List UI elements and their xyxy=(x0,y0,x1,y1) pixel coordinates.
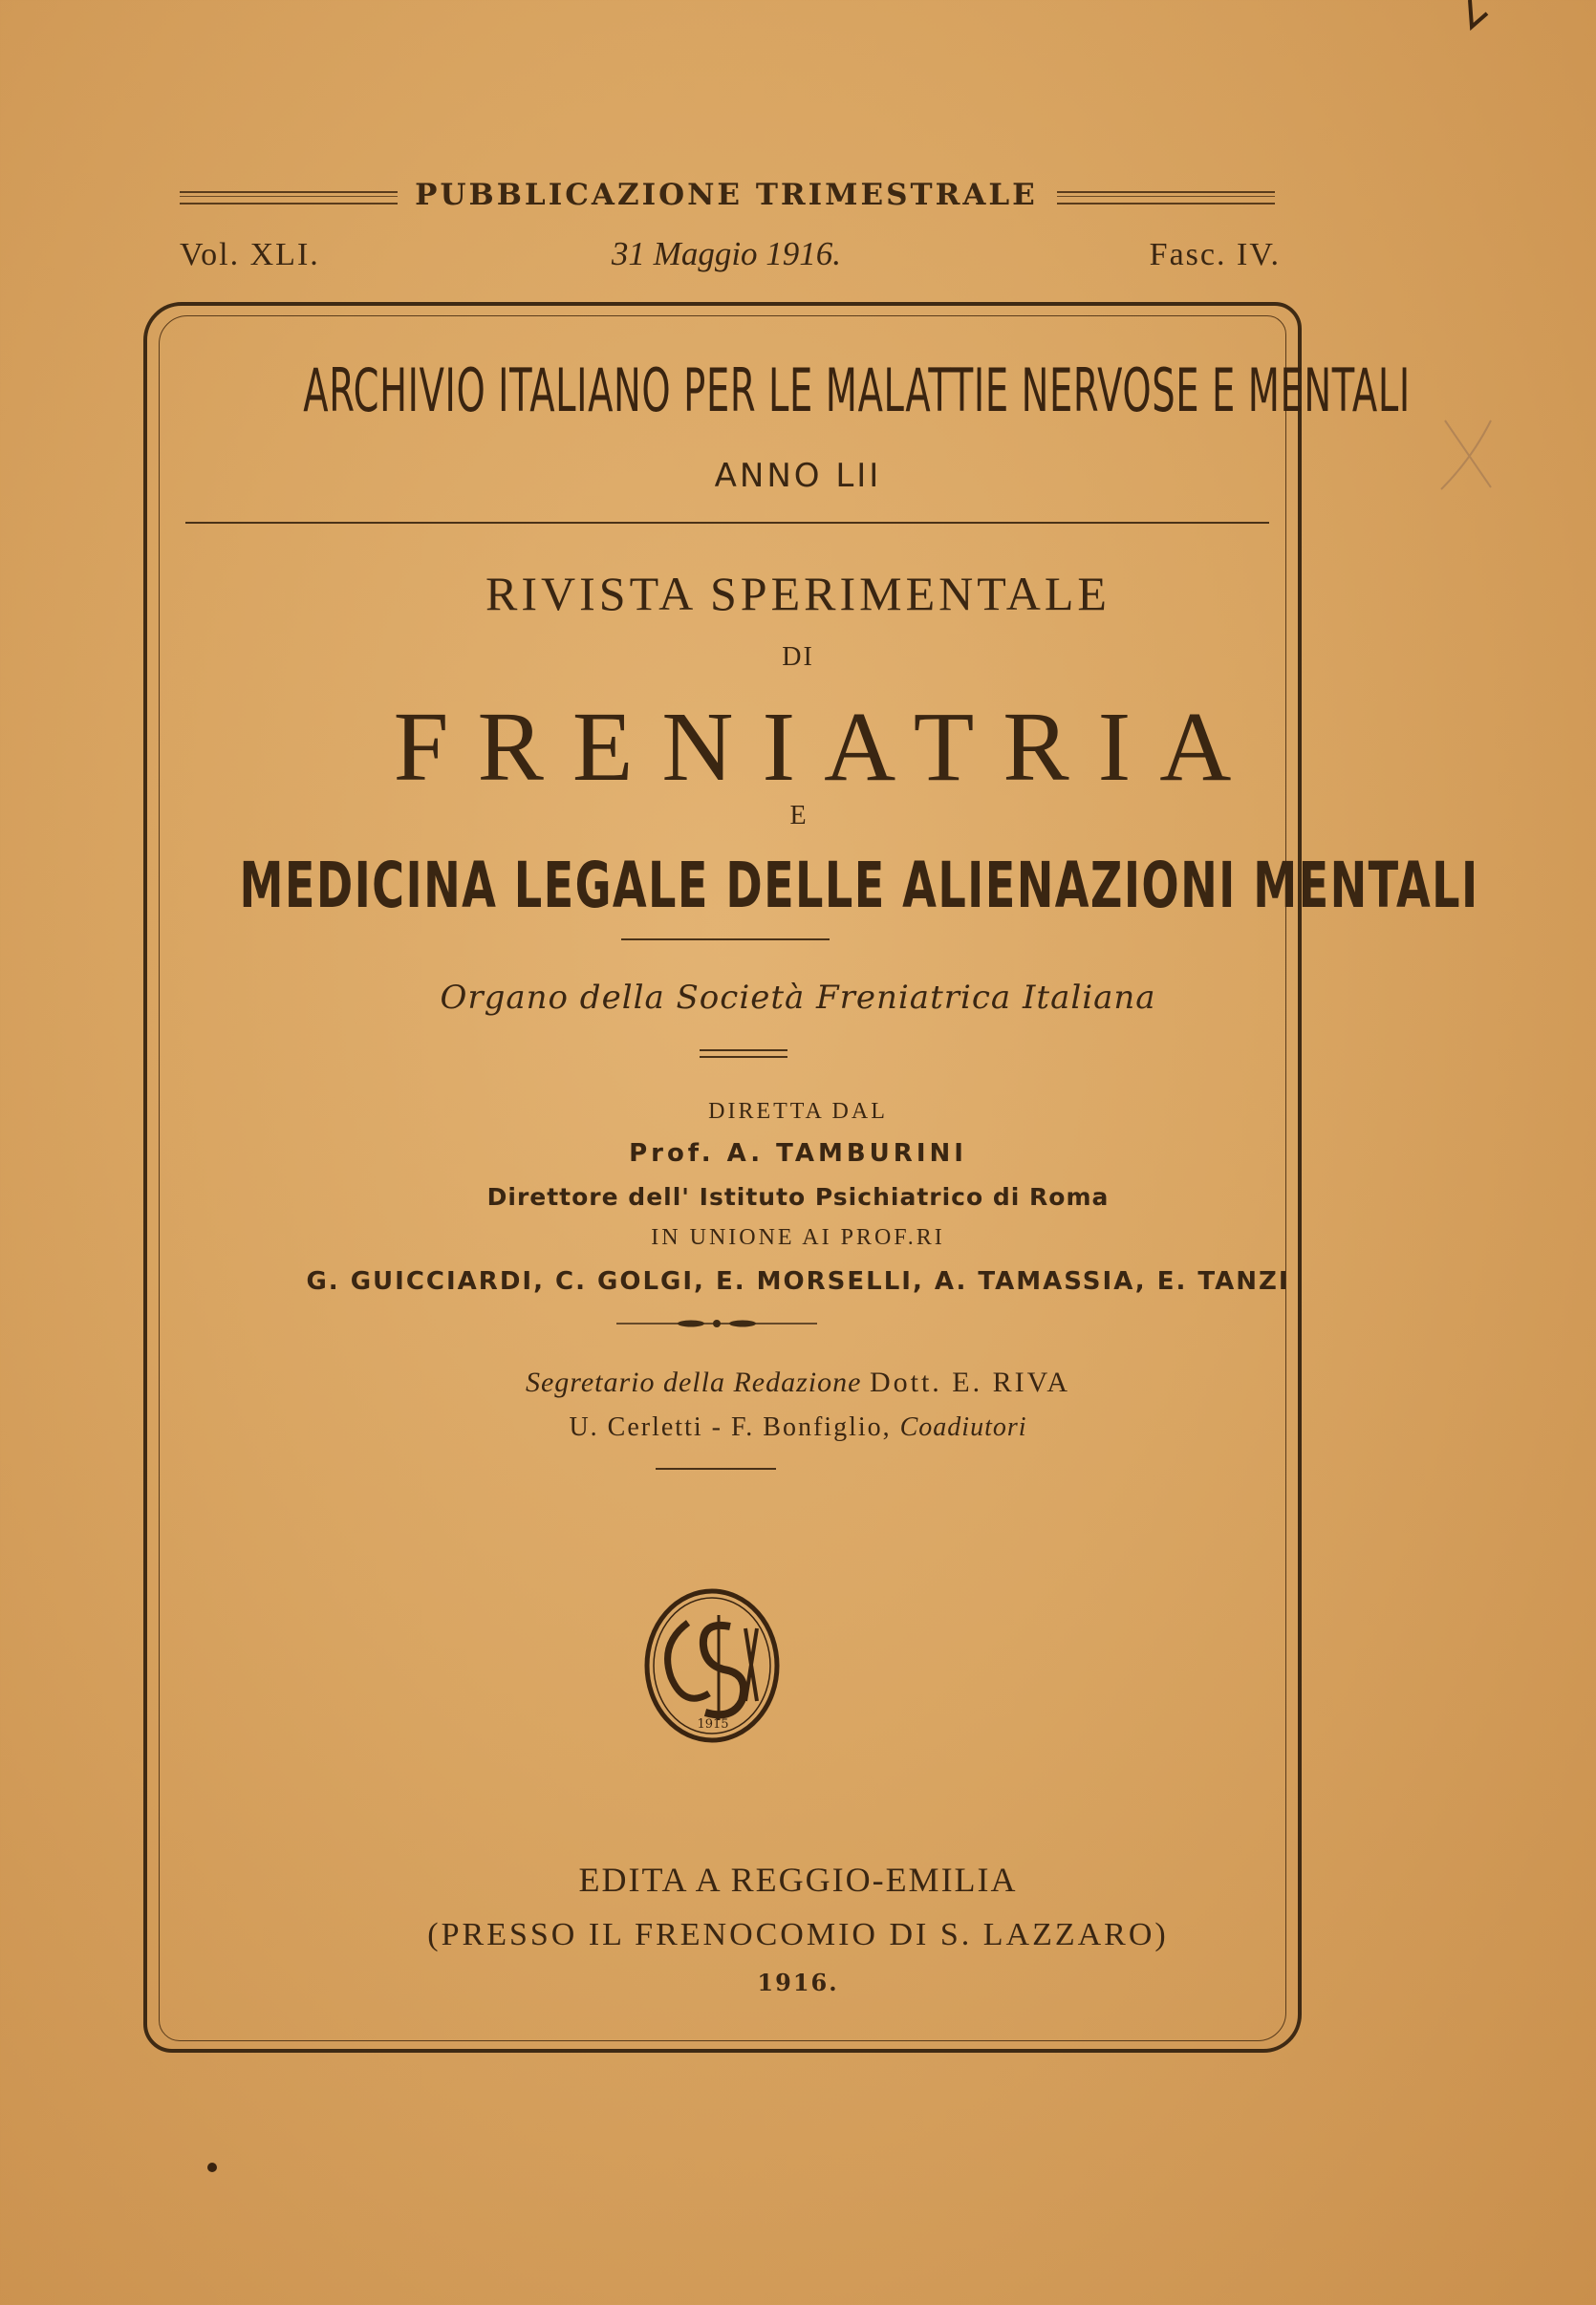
directed-by-label: DIRETTA DAL xyxy=(708,1099,888,1124)
coadjutor-label: Coadiutori xyxy=(899,1412,1027,1442)
editorial-divider xyxy=(656,1468,776,1470)
director-role: Direttore dell' Istituto Psichiatrico di Roma xyxy=(486,1183,1110,1211)
rivista-heading: RIVISTA SPERIMENTALE xyxy=(485,567,1111,620)
secretary-line xyxy=(0,1367,1596,1399)
fascicle-number: Fasc. IV. xyxy=(1149,237,1281,272)
secretary-label: Segretario della Redazione xyxy=(525,1367,862,1398)
subtitle: MEDICINA LEGALE DELLE ALIENAZIONI MENTALI xyxy=(239,849,1479,922)
archive-title: ARCHIVIO ITALIANO PER LE MALATTIE NERVOSE E MENTALI xyxy=(303,355,1411,425)
publication-year: 1916. xyxy=(757,1969,839,1996)
issue-date: 31 Maggio 1916. xyxy=(611,235,842,272)
publisher-institution: (PRESSO IL FRENOCOMIO DI S. LAZZARO) xyxy=(427,1917,1169,1952)
coadjutors-line xyxy=(0,1412,1596,1443)
co-directors: G. GUICCIARDI, C. GOLGI, E. MORSELLI, A. TAMASSIA, E. TANZI xyxy=(306,1267,1290,1296)
di-connector: DI xyxy=(782,642,814,672)
ornament-divider xyxy=(616,1317,817,1330)
header-rule-right xyxy=(1057,191,1275,205)
society-seal-logo xyxy=(642,1586,782,1745)
anno-label: ANNO LII xyxy=(714,457,882,495)
coadjutor-names: U. Cerletti - F. Bonfiglio, xyxy=(569,1412,892,1442)
main-title: FRENIATRIA xyxy=(393,692,1261,802)
publication-frequency: PUBBLICAZIONE TRIMESTRALE xyxy=(415,178,1038,212)
double-rule-bottom xyxy=(700,1056,787,1058)
director-name: Prof. A. TAMBURINI xyxy=(629,1139,967,1168)
volume-number: Vol. XLI. xyxy=(180,237,320,272)
double-rule-top xyxy=(700,1049,787,1051)
title-divider xyxy=(185,522,1269,524)
organ-statement: Organo della Società Freniatrica Italiana xyxy=(440,979,1156,1017)
e-connector: E xyxy=(789,801,807,830)
in-union-label: IN UNIONE AI PROF.RI xyxy=(651,1225,945,1250)
svg-text:1915: 1915 xyxy=(697,1717,729,1732)
publisher-location: EDITA A REGGIO-EMILIA xyxy=(578,1861,1018,1899)
secretary-name: Dott. E. RIVA xyxy=(869,1367,1071,1398)
subtitle-divider xyxy=(621,938,830,940)
